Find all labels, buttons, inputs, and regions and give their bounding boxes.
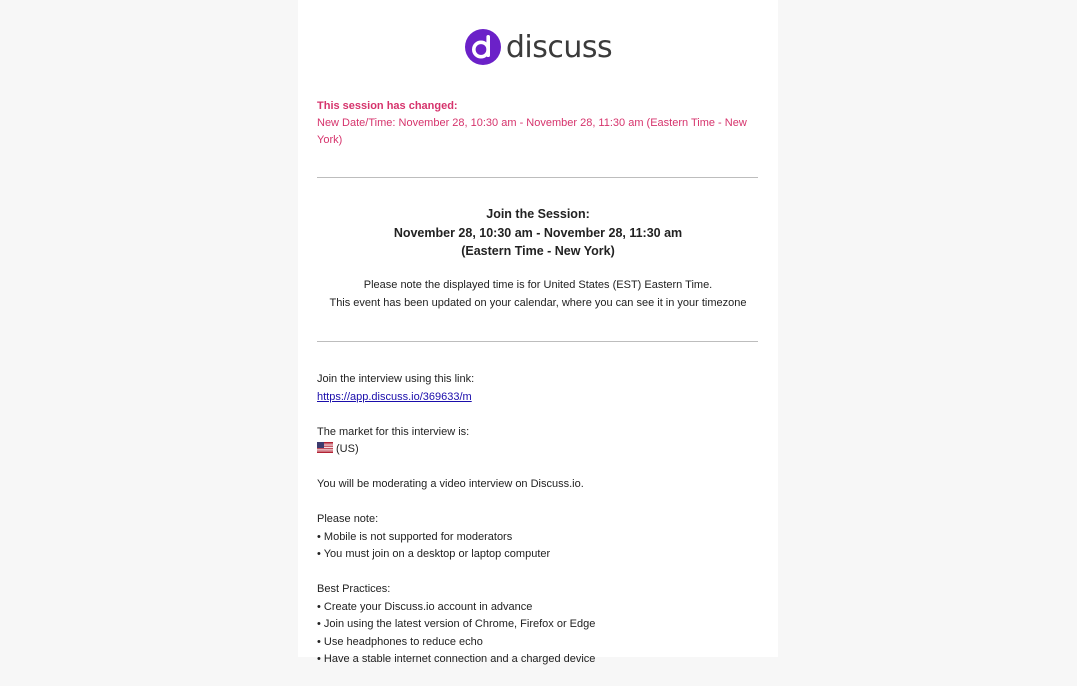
us-flag-icon	[317, 442, 333, 453]
link-intro: Join the interview using this link:	[317, 373, 475, 385]
link-paragraph	[317, 371, 762, 406]
best-practices-title: Best Practices:	[317, 583, 391, 595]
market-paragraph	[317, 424, 762, 459]
divider	[317, 341, 758, 342]
session-timezone: (Eastern Time - New York)	[461, 244, 615, 258]
brand-name: discuss	[505, 29, 613, 65]
note-item: • You must join on a desktop or laptop computer	[317, 548, 551, 560]
notice-detail: New Date/Time: November 28, 10:30 am - November 28, 11:30 am (Eastern Time - New York)	[317, 117, 747, 146]
please-note-title: Please note:	[317, 513, 379, 525]
market-intro: The market for this interview is:	[317, 425, 470, 438]
brand-logo	[298, 28, 778, 66]
interview-link[interactable]: https://app.discuss.io/369633/m	[317, 390, 472, 403]
interview-details	[317, 371, 762, 686]
moderating-text: You will be moderating a video interview on Discuss.io.	[317, 478, 584, 490]
best-practice-item: • Use headphones to reduce echo	[317, 635, 483, 648]
best-practice-item: • Have a stable internet connection and a charged device	[317, 653, 596, 665]
discuss-logo-icon	[464, 28, 502, 66]
email-body	[298, 0, 778, 665]
timezone-note	[298, 276, 778, 312]
timezone-note-line1: Please note the displayed time is for United States (EST) Eastern Time.	[363, 278, 713, 291]
please-note-block	[317, 511, 762, 564]
note-item: • Mobile is not supported for moderators	[317, 530, 513, 543]
timezone-note-line2: This event has been updated on your calendar, where you can see it in your timezone	[329, 296, 747, 309]
market-value: (US)	[336, 443, 359, 455]
notice-title: This session has changed:	[317, 100, 458, 112]
best-practice-item: • Join using the latest version of Chrome, Firefox or Edge	[317, 618, 596, 630]
best-practices-block	[317, 581, 762, 669]
divider	[317, 177, 758, 178]
join-heading: Join the Session:	[486, 207, 590, 221]
session-changed-notice	[317, 98, 762, 149]
best-practice-item: • Create your Discuss.io account in advance	[317, 600, 533, 613]
join-session-block	[298, 205, 778, 312]
session-time: November 28, 10:30 am - November 28, 11:30 am	[393, 225, 683, 240]
